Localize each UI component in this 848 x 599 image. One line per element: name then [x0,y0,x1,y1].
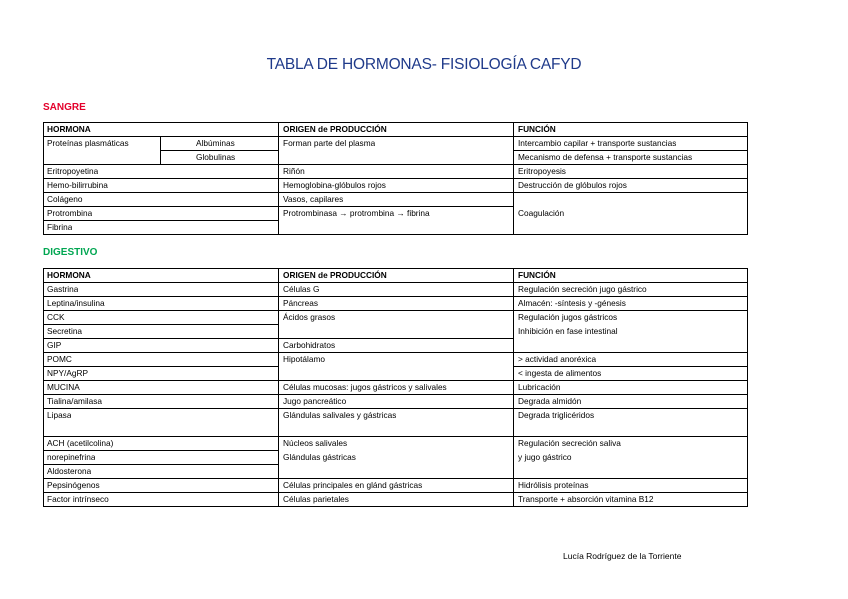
origen-cell: Glándulas gástricas [283,452,356,462]
funcion-cell: Coagulación [518,208,565,218]
origen-cell: Jugo pancreático [283,396,347,406]
origen-cell: Páncreas [283,298,319,308]
section-label-digestivo: DIGESTIVO [43,247,98,258]
table-line [43,352,748,353]
origen-cell: Células G [283,284,320,294]
table-line [43,268,44,507]
hormona-cell: Tialina/amilasa [47,396,103,406]
hormona-cell: Gastrina [47,284,79,294]
funcion-cell: Destrucción de glóbulos rojos [518,180,627,190]
author-name: Lucía Rodríguez de la Torriente [563,551,682,561]
hormona-cell: Pepsinógenos [47,480,100,490]
hormona-cell: Lipasa [47,410,72,420]
header-origen: ORIGEN de PRODUCCIÓN [283,270,387,280]
origen-cell: Riñón [283,166,305,176]
table-line [43,296,748,297]
funcion-cell: y jugo gástrico [518,452,572,462]
hormona-cell: Factor intrínseco [47,494,109,504]
hormona-cell: Eritropoyetina [47,166,99,176]
hormona-cell: Secretina [47,326,83,336]
funcion-cell: > actividad anoréxica [518,354,597,364]
hormona-cell: Leptina/insulina [47,298,105,308]
table-line [43,164,748,165]
origen-cell: Hemoglobina-glóbulos rojos [283,180,386,190]
origen-cell: Glándulas salivales y gástricas [283,410,397,420]
table-line [43,310,748,311]
origen-cell: Núcleos salivales [283,438,348,448]
table-line [278,122,279,235]
table-line [43,436,748,437]
hormona-cell: Hemo-bilirrubina [47,180,108,190]
table-line [43,268,748,269]
hormona-sub-cell: Globulinas [196,152,236,162]
table-line [43,122,748,123]
table-line [43,192,748,193]
table-line [513,122,514,235]
funcion-cell: Intercambio capilar + transporte sustancias [518,138,677,148]
funcion-cell: Almacén: -síntesis y -génesis [518,298,626,308]
funcion-cell: Lubricación [518,382,561,392]
table-line [43,122,44,235]
funcion-cell: Eritropoyesis [518,166,566,176]
hormona-cell: CCK [47,312,65,322]
table-line [43,394,748,395]
table-line [43,220,278,221]
table-line [278,268,279,507]
hormona-cell: Protrombina [47,208,93,218]
funcion-cell: Regulación secreción jugo gástrico [518,284,647,294]
hormona-cell: MUCINA [47,382,80,392]
origen-cell: Células mucosas: jugos gástricos y salivales [283,382,447,392]
section-label-sangre: SANGRE [43,102,86,113]
origen-cell: Células parietales [283,494,349,504]
hormona-cell: Colágeno [47,194,83,204]
header-origen: ORIGEN de PRODUCCIÓN [283,124,387,134]
table-line [43,234,748,235]
table-line [747,122,748,235]
header-hormona: HORMONA [47,270,91,280]
origen-cell: Vasos, capilares [283,194,344,204]
table-line [513,268,514,507]
origen-cell: Carbohidratos [283,340,336,350]
header-hormona: HORMONA [47,124,91,134]
header-funcion: FUNCIÓN [518,124,556,134]
document-title: TABLA DE HORMONAS- FISIOLOGÍA CAFYD [266,56,582,73]
hormona-cell: Proteínas plasmáticas [47,138,129,148]
funcion-cell: Hidrólisis proteínas [518,480,589,490]
hormona-cell: ACH (acetilcolina) [47,438,114,448]
funcion-cell: Mecanismo de defensa + transporte sustancias [518,152,693,162]
funcion-cell: Regulación jugos gástricos [518,312,618,322]
table-line [43,506,748,507]
funcion-cell: Degrada triglicéridos [518,410,595,420]
header-funcion: FUNCIÓN [518,270,556,280]
origen-cell: Protrombinasa → protrombina → fibrina [283,208,430,218]
funcion-cell: Transporte + absorción vitamina B12 [518,494,654,504]
hormona-cell: norepinefrina [47,452,96,462]
origen-cell: Células principales en glánd gástricas [283,480,423,490]
origen-cell: Hipotálamo [283,354,325,364]
funcion-cell: Inhibición en fase intestinal [518,326,618,336]
funcion-cell: Regulación secreción saliva [518,438,621,448]
hormona-cell: POMC [47,354,72,364]
table-line [747,268,748,507]
funcion-cell: Degrada almidón [518,396,582,406]
table-line [160,136,161,164]
origen-cell: Ácidos grasos [283,312,336,322]
hormona-sub-cell: Albúminas [196,138,235,148]
hormona-cell: Fibrina [47,222,73,232]
hormona-cell: GIP [47,340,62,350]
funcion-cell: < ingesta de alimentos [518,368,602,378]
table-line [43,178,748,179]
origen-cell: Forman parte del plasma [283,138,376,148]
hormona-cell: NPY/AgRP [47,368,89,378]
hormona-cell: Aldosterona [47,466,92,476]
